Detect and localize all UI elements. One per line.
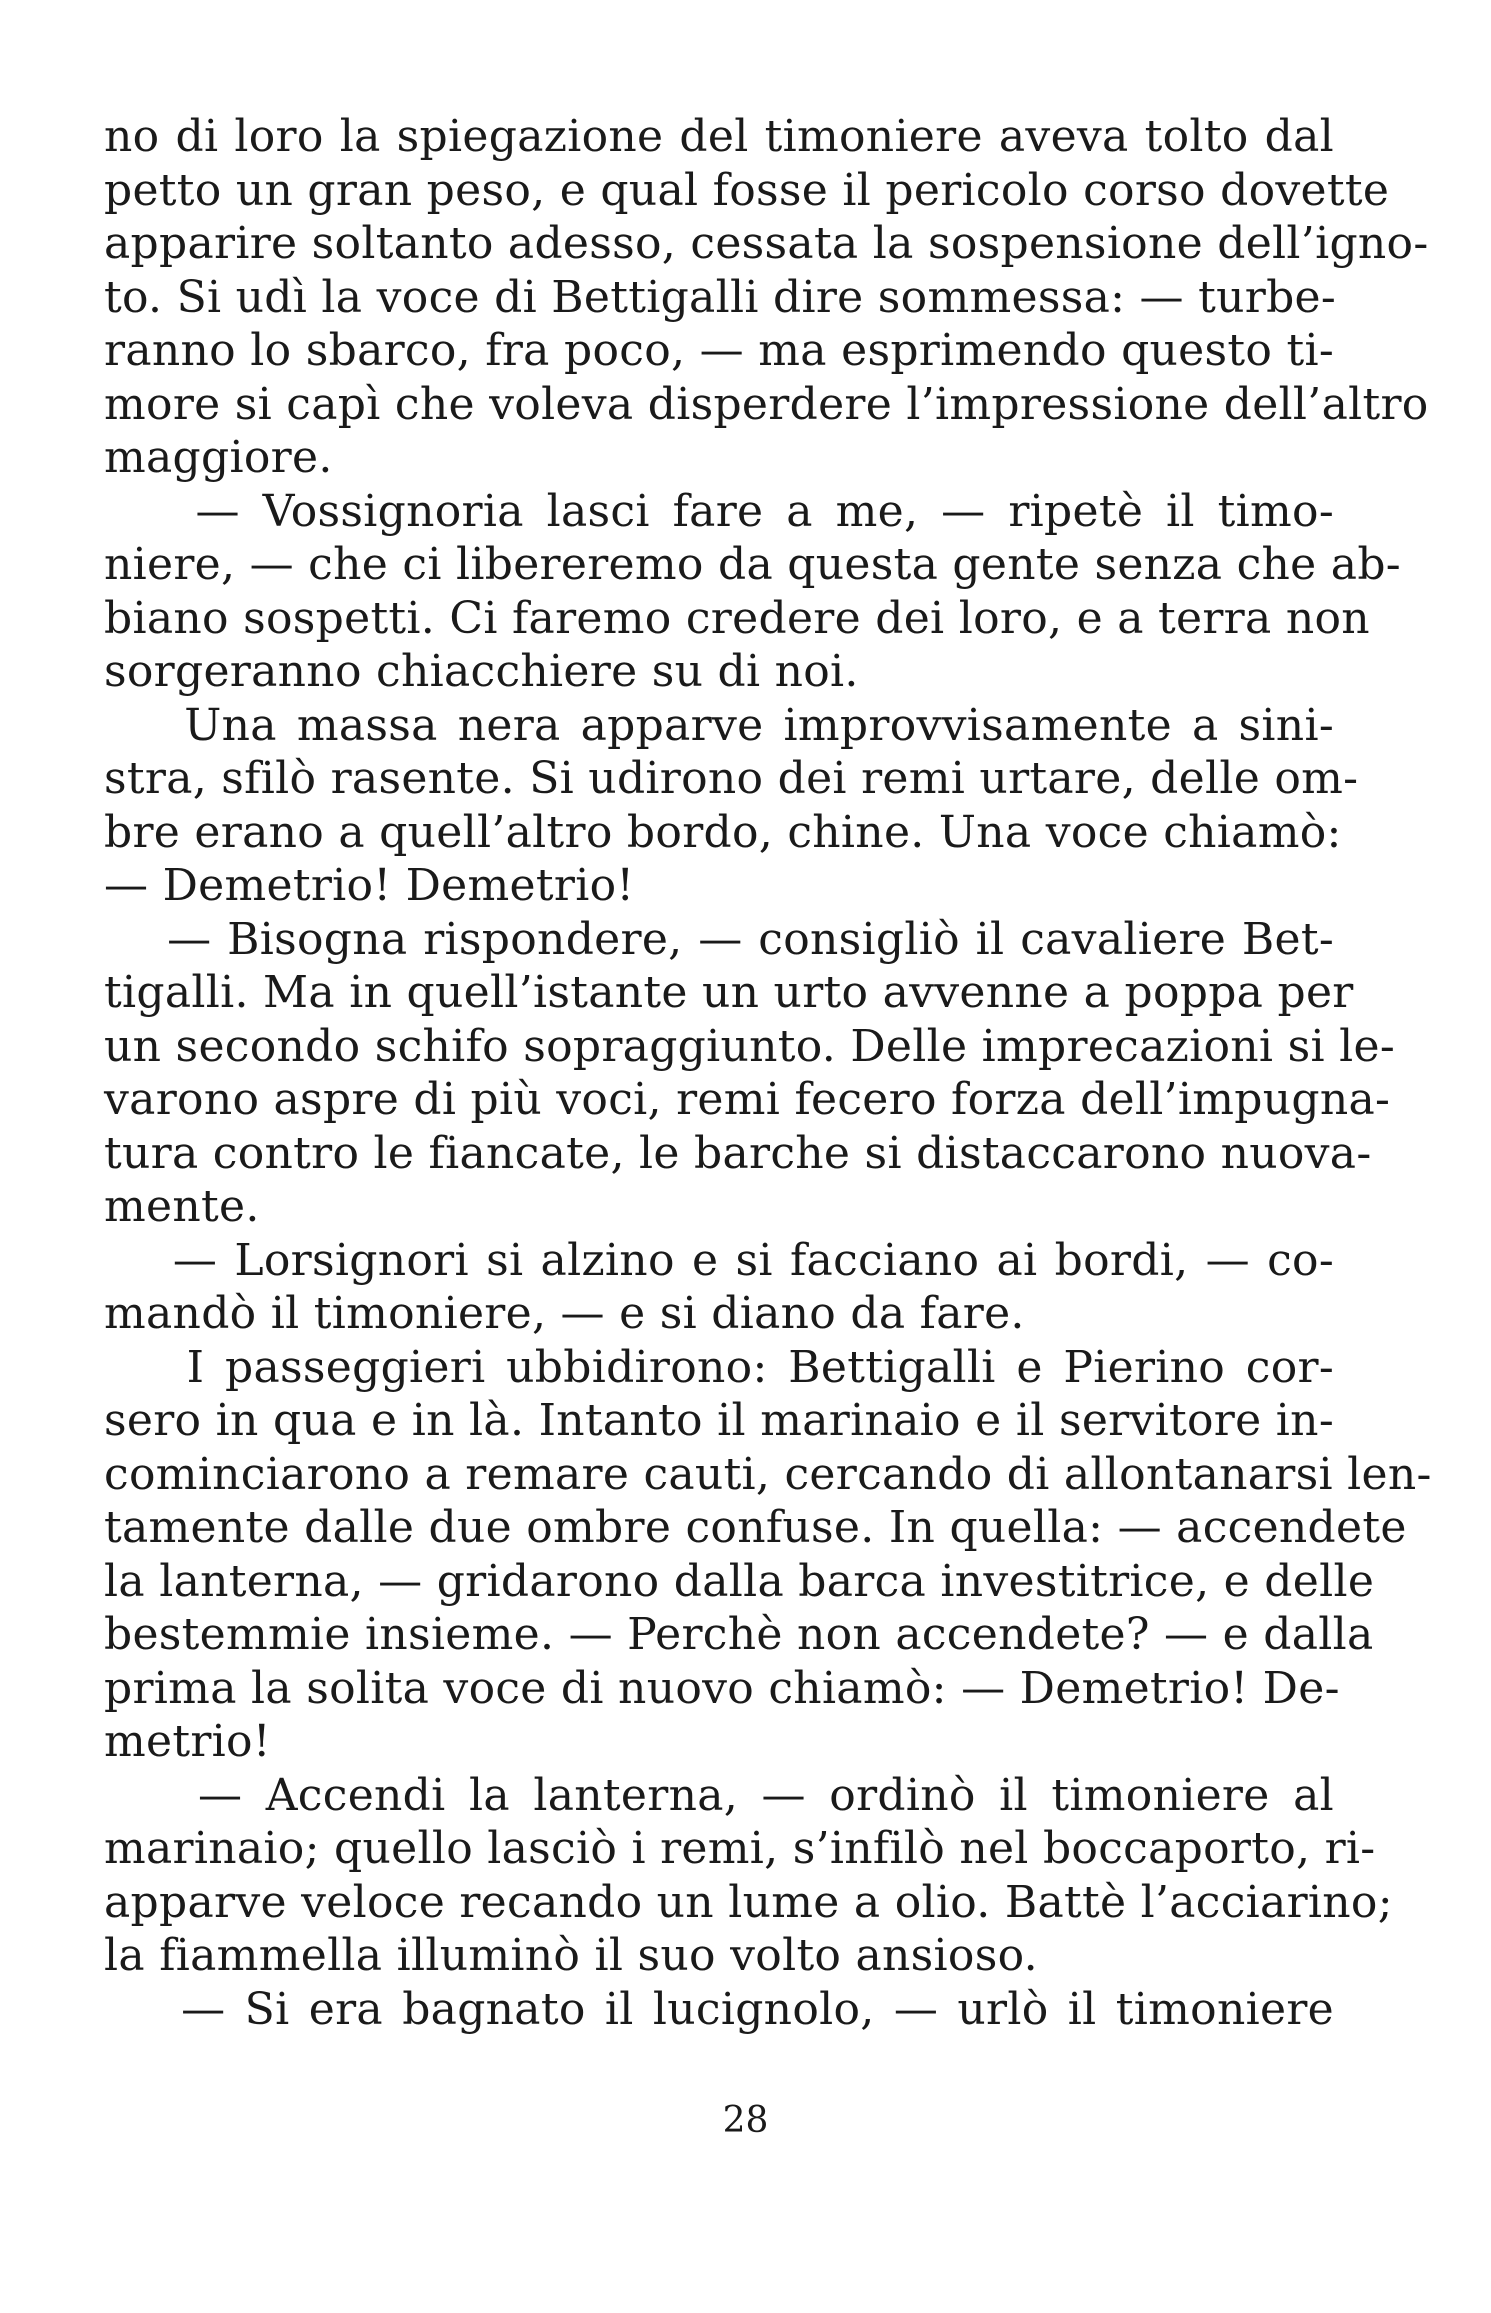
text-line: sero in qua e in là. Intanto il marinaio e il servitore in- [104, 1395, 1334, 1446]
text-line: apparve veloce recando un lume a olio. Battè l’acciarino; [104, 1876, 1393, 1928]
text-line: — Lorsignori si alzino e si facciano ai bordi, — co- [104, 1234, 1334, 1286]
text-line: tamente dalle due ombre confuse. In quella: — accendete [104, 1502, 1407, 1553]
text-line: mente. [104, 1181, 260, 1232]
text-line: mandò il timoniere, — e si diano da fare. [104, 1288, 1025, 1339]
text-line: sorgeranno chiacchiere su di noi. [104, 646, 859, 697]
text-line: — Si era bagnato il lucignolo, — urlò il timoniere [104, 1983, 1334, 2035]
text-line: cominciarono a remare cauti, cercando di allontanarsi len- [104, 1448, 1432, 1500]
text-line: ranno lo sbarco, fra poco, — ma esprimendo questo ti- [104, 325, 1334, 376]
text-line: no di loro la spiegazione del timoniere aveva tolto dal [104, 111, 1334, 162]
text-line: biano sospetti. Ci faremo credere dei loro, e a terra non [104, 592, 1370, 644]
text-line: — Demetrio! Demetrio! [104, 860, 635, 911]
text-line: marinaio; quello lasciò i remi, s’infilò nel boccaporto, ri- [104, 1823, 1376, 1874]
body-text [104, 110, 1432, 2036]
text-line: la lanterna, — gridarono dalla barca investitrice, e delle [104, 1555, 1375, 1607]
text-line: la fiammella illuminò il suo volto ansioso. [104, 1930, 1038, 1981]
text-line: prima la solita voce di nuovo chiamò: — Demetrio! De- [104, 1662, 1340, 1714]
text-line: tigalli. Ma in quell’istante un urto avvenne a poppa per [104, 967, 1354, 1018]
text-line: — Vossignoria lasci fare a me, — ripetè il timo- [104, 485, 1334, 537]
text-line: more si capì che voleva disperdere l’impressione dell’altro [104, 378, 1429, 430]
text-line: I passeggieri ubbidirono: Bettigalli e Pierino cor- [104, 1341, 1334, 1393]
text-line: Una massa nera apparve improvvisamente a sini- [104, 699, 1334, 751]
text-line: varono aspre di più voci, remi fecero forza dell’impugna- [104, 1074, 1391, 1125]
text-line: bestemmie insieme. — Perchè non accendete? — e dalla [104, 1609, 1374, 1660]
text-line: tura contro le fiancate, le barche si distaccarono nuova- [104, 1127, 1372, 1179]
text-line: apparire soltanto adesso, cessata la sospensione dell’igno- [104, 218, 1429, 269]
text-line: niere, — che ci libereremo da questa gente senza che ab- [104, 539, 1401, 590]
text-line: maggiore. [104, 432, 333, 483]
text-line: — Accendi la lanterna, — ordinò il timoniere al [104, 1769, 1334, 1821]
text-line: un secondo schifo sopraggiunto. Delle imprecazioni si le- [104, 1020, 1395, 1072]
text-line: to. Si udì la voce di Bettigalli dire sommessa: — turbe- [104, 271, 1337, 323]
text-line: petto un gran peso, e qual fosse il pericolo corso dovette [104, 164, 1390, 216]
text-line: — Bisogna rispondere, — consigliò il cavaliere Bet- [104, 913, 1334, 965]
text-line: metrio! [104, 1716, 271, 1767]
text-line: bre erano a quell’altro bordo, chine. Una voce chiamò: [104, 806, 1342, 858]
page-number: 28 [722, 2100, 769, 2141]
text-line: stra, sfilò rasente. Si udirono dei remi urtare, delle om- [104, 753, 1359, 804]
